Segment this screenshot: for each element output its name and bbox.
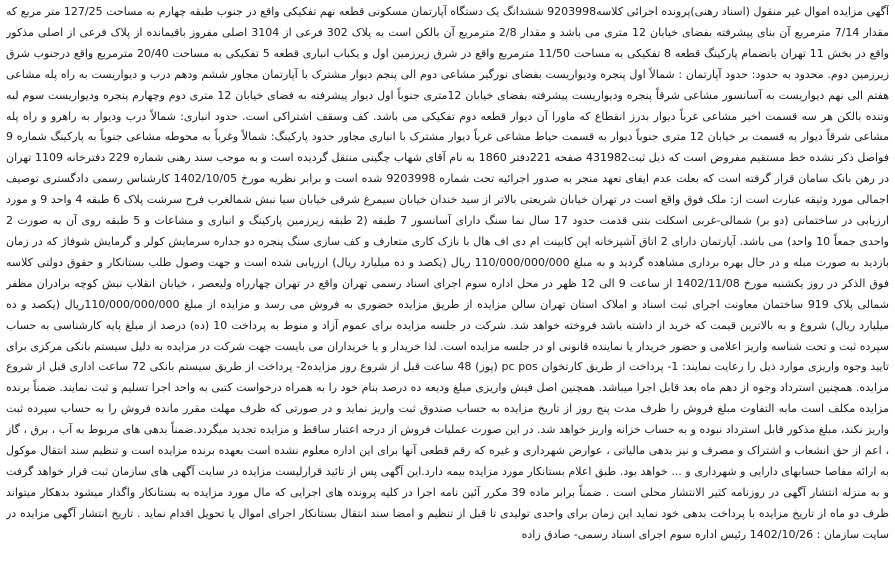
auction-notice-text: آگهی مزایده اموال غیر منقول (اسناد رهنی)پرونده اجرائی کلاسه9203998 ششدانگ یک دستگاه آپارتمان مسکونی قطعه نهم تفکیکی واقع در جنوب طبقه چهارم به مساحت 127/25 متر مربع که مقدار 7/14 مترمربع آن بنای پیشرفته بفضای خیابان 12 متری می باشد و مقدار 2/8 مترمربع آن بالکن است به پلاک 302 فرعی از 3104 اصلی مفروز باقیمانده از پلاک فرعی از اصلی مذکور واقع در بخش 11 تهران بانضمام پارکینگ قطعه 8 تفکیکی به مساحت 11/50 مترمربع واقع در شرق زیرزمین اول و یکباب انباری قطعه 5 تفکیکی به مساحت 20/40 مترمربع واقع درجنوب شرق زیرزمین دوم. محدود به حدود: حدود آپارتمان : شمالاً اول پنجره ودیواریست بفضای نورگیر مشاعی دوم الی پنجم دیوار مشترک با آپارتمان مجاور ششم ودهم درب و دیواریست به راه پله مشاعی هفتم الی نهم دیواریست به آسانسور مشاعی شرقاً پنجره ودیواریست پیشرفته بفضای خیابان 12متری جنوباً اول دیوار پیشرفته به فضای خیابان 12 متری دوم وچهارم پنجره ودیواریست سوم لبه وتنده بالکن هر سه قسمت اخیر مشاعی غرباً دیوار بدرز انقطاع که ماورا آن دیوار قطعه دوم تفکیکی می باشد. کف وسقف اشتراکی است. حدود انباری: شمالاً درب ودیوار به راهرو و راه پله مشاعی شرقاً دیوار به قسمت بر خیابان 12 متری جنوباً دیوار به قسمت حیاط مشاعی غرباً دیوار مشترک با انباری مجاور حدود پارکینگ: شمالاً وغرباً به محوطه مشاعی جنوباً به پارکینگ شماره 9 فواصل ذکر نشده خط مستقیم مفروض است که ذیل ثبت431982 صفحه 221دفتر 1860 به نام آقای شهاب چگینی منتقل گردیده است و به موجب سند رهنی شماره 229 دفترخانه 1109 تهران در رهن بانک سامان قرار گرفته است که بعلت عدم ایفای تعهد منجر به صدور اجرائیه تحت شماره 9203998 شده است و برابر نظریه مورخ 1402/10/05 کارشناس رسمی دادگستری توصیف اجمالی مورد وثیقه عبارت است از: ملک فوق واقع است در تهران خیابان شریعتی بالاتر از سید خندان خیابان سیمرغ شرقی خیابان سیا نبش شمالغرب فرح سرشت پلاک 6 طبقه 4 واحد 9 و مورد ارزیابی در ساختمانی (دو بر) شمالی-غربی اسکلت بتنی قدمت حدود 17 سال نما سنگ دارای آسانسور 7 طبقه (2 طبقه زیرزمین پارکینگ و انباری و مشاعات و 5 طبقه روی آن به صورت 2 واحدی جمعاً 10 واحد) می باشد. آپارتمان دارای 2 اتاق آشپزخانه اپن کابینت ام دی اف هال با نازک کاری متعارف و کف سازی سنگ پنجره دو جداره سرمایش کولر و گرمایش شوفاژ که در زمان بازدید به صورت مبله و در حال بهره برداری مشاهده گردید و به مبلغ 110/000/000/000 ریال (یکصد و ده میلیارد ریال) ارزیابی شده است و جهت وصول طلب بستانکار و حقوق دولتی کلاسه فوق الذکر در روز یکشنبه مورخ 1402/11/08 از ساعت 9 الی 12 ظهر در محل اداره سوم اجرای اسناد رسمی تهران واقع در تهران چهارراه ولیعصر ، خیابان انقلاب نبش کوچه برادران مظفر شمالی پلاک 919 ساختمان معاونت اجرای ثبت اسناد و املاک استان تهران سالن مزایده از طریق مزایده حضوری به فروش می رسد و مزایده از مبلغ 110/000/000/000ریال (یکصد و ده میلیارد ریال) شروع و به بالاترین قیمت که خرید از داشته باشد فروخته خواهد شد. شرکت در جلسه مزایده برای عموم آزاد و منوط به پرداخت 10 (ده) درصد از مبلغ پایه کارشناسی به حساب سپرده ثبت و تحت شناسه واریز اعلامی و حضور خریدار یا نماینده قانونی او در جلسه مزایده است. لذا خریدار و یا خریداران می بایست جهت شرکت در مزایده به دلیل سیستم بانکی مرکزی برای تایید وجوه واریزی موارد ذیل را رعایت نمایند: 1- پرداخت از طریق کارتخوان pc pos (پوز) 48 ساعت قبل از شروع روز مزایده2- پرداخت از طریق سیستم بانکی 72 ساعت اداری قبل از شروع مزایده. همچنین استرداد وجوه از دهم ماه بعد قابل اجرا میباشد. همچنین اصل فیش واریزی مبلغ ودیعه ده درصد بنام خود را به همراه درخواست کتبی به واحد اجرا تسلیم و ثبت نمایند. ضمناً برنده مزایده مکلف است مابه التفاوت مبلغ فروش را ظرف مدت پنج روز از تاریخ مزایده به حساب صندوق ثبت واریز نماید و در صورتی که ظرف مهلت مقرر مانده فروش را به حساب سپرده ثبت واریز نکند، مبلغ مذکور قابل استرداد نبوده و به حساب خزانه واریز خواهد شد. در این صورت عملیات فروش از درجه اعتبار ساقط و مزایده تجدید میگردد.ضمناً بدهی های مربوط به آب ، برق ، گاز ، اعم از حق انشعاب و اشتراک و مصرف و نیز بدهی مالیاتی ، عوارض شهرداری و غیره که رقم قطعی آنها برای این اداره معلوم نشده است بعهده برنده مزایده است و تنظیم سند انتقال موکول به ارائه مفاصا حسابهای دارایی و شهرداری و ... خواهد بود. طبق اعلام بستانکار مورد مزایده بیمه دارد.این آگهی پس از تائید قرارلیست مزایده در سایت آگهی های سازمان ثبت قرار خواهد گرفت و به منزله انتشار آگهی در روزنامه کثیر الانتشار محلی است . ضمناً برابر ماده 39 مکرر آئین نامه اجرا در کلیه پرونده های اجرایی که مال مورد مزایده به بستانکار واگذار میشود بدهکار میتواند ظرف دو ماه از تاریخ مزایده با پرداخت بدهی خود نماید این زمان برای واحدی تولیدی تا قبل از تنظیم و امضا سند انتقال بستانکار اجرای اموال یا تحویل اقدام نماید . تاریخ انتشار آگهی مزایده در سایت سازمان : 1402/10/26 رئیس اداره سوم اجرای اسناد رسمی- صادق زاده bbox=[6, 5, 889, 541]
